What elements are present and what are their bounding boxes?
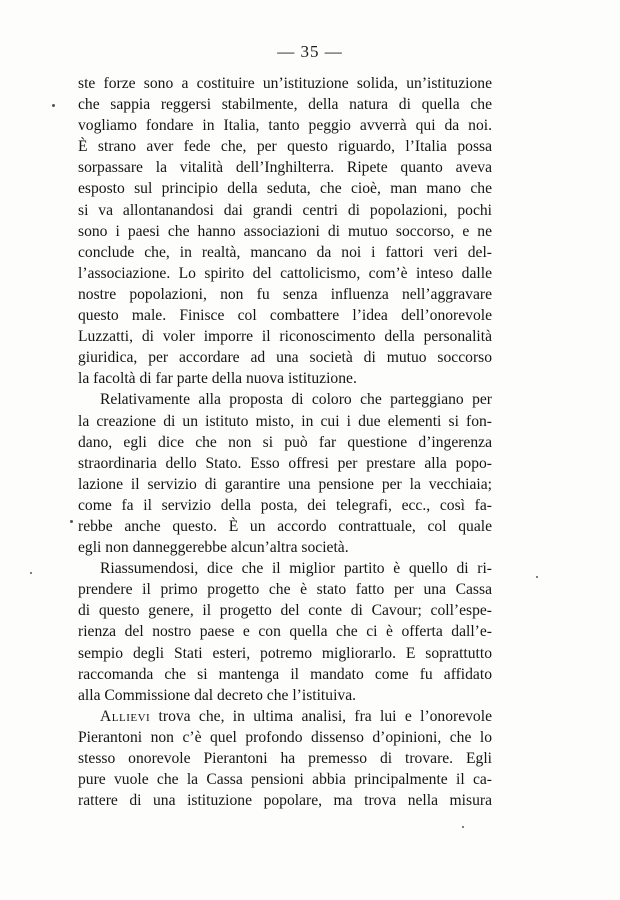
speaker-name: Allievi <box>100 707 151 725</box>
text-line: dano, egli dice che non si può far questione d’ingerenza <box>78 433 492 451</box>
paper-speck <box>30 572 32 574</box>
paper-speck <box>462 826 464 828</box>
text-line: sono i paesi che hanno associazioni di mutuo soccorso, e ne <box>78 222 492 240</box>
text-line: rienza del nostro paese e con quella che ci è offerta dall’e- <box>78 623 492 641</box>
text-line: giuridica, per accordare ad una società di mutuo soccorso <box>78 349 492 367</box>
text-line: rattere di una istituzione popolare, ma trova nella misura <box>78 792 492 810</box>
text-line: vogliamo fondare in Italia, tanto peggio avverrà qui da noi. <box>78 117 492 135</box>
text-line: questo male. Finisce col combattere l’idea dell’onorevole <box>78 307 492 325</box>
text-line: conclude che, in realtà, mancano da noi i fattori veri del- <box>78 243 492 261</box>
text-line: rebbe anche questo. È un accordo contrattuale, col quale <box>78 517 492 535</box>
text-line: come fa il servizio della posta, dei telegrafi, ecc., così fa- <box>78 496 492 514</box>
text-line: si va allontanandosi dai grandi centri di popolazioni, pochi <box>78 201 492 219</box>
text-line: È strano aver fede che, per questo riguardo, l’Italia possa <box>78 138 492 156</box>
text-line: esposto sul principio della seduta, che cioè, man mano che <box>78 180 492 198</box>
page-number: — 35 — <box>277 42 343 61</box>
text-line: Pierantoni non c’è quel profondo dissenso d’opinioni, che lo <box>78 728 492 746</box>
text-line: alla Commissione dal decreto che l’istituiva. <box>78 686 357 704</box>
paper-speck <box>52 104 55 107</box>
speaker-line-text: trova che, in ultima analisi, fra lui e l’onorevole <box>158 707 492 725</box>
text-line: Riassumendosi, dice che il miglior partito è quello di ri- <box>100 560 492 578</box>
text-line: sempio degli Stati esteri, potremo migliorarlo. E soprattutto <box>78 644 492 662</box>
text-line: la creazione di un istituto misto, in cui i due elementi si fon- <box>78 412 492 430</box>
text-line: sorpassare la vitalità dell’Inghilterra. Ripete quanto aveva <box>78 159 492 177</box>
text-line: nostre popolazioni, non fu senza influenza nell’aggravare <box>78 285 492 303</box>
text-line: stesso onorevole Pierantoni ha premesso di trovare. Egli <box>78 750 492 767</box>
text-line: che sappia reggersi stabilmente, della natura di quella che <box>78 96 492 114</box>
text-line: Relativamente alla proposta di coloro che parteggiano per <box>100 391 492 409</box>
text-line: ste forze sono a costituire un’istituzione solida, un’istituzione <box>78 75 492 92</box>
text-line: prendere il primo progetto che è stato fatto per una Cassa <box>78 581 492 599</box>
text-line: la facoltà di far parte della nuova istituzione. <box>78 370 357 388</box>
text-line: straordinaria dello Stato. Esso offresi per prestare alla popo- <box>78 454 492 472</box>
text-line: di questo genere, il progetto del conte di Cavour; coll’espe- <box>78 602 492 620</box>
paper-speck <box>70 520 73 523</box>
text-line: Luzzatti, di voler imporre il riconoscimento della personalità <box>78 328 492 346</box>
paper-speck <box>536 576 538 578</box>
text-line: lazione il servizio di garantire una pensione per la vecchiaia; <box>78 475 492 493</box>
body-text <box>78 73 492 811</box>
text-line: raccomanda che si mantenga il mandato come fu affidato <box>78 665 492 683</box>
text-line: pure vuole che la Cassa pensioni abbia principalmente il ca- <box>78 771 492 789</box>
text-line: l’associazione. Lo spirito del cattolicismo, com’è inteso dalle <box>78 264 492 282</box>
text-line <box>78 706 492 727</box>
text-line: egli non danneggerebbe alcun’altra società. <box>78 539 349 557</box>
